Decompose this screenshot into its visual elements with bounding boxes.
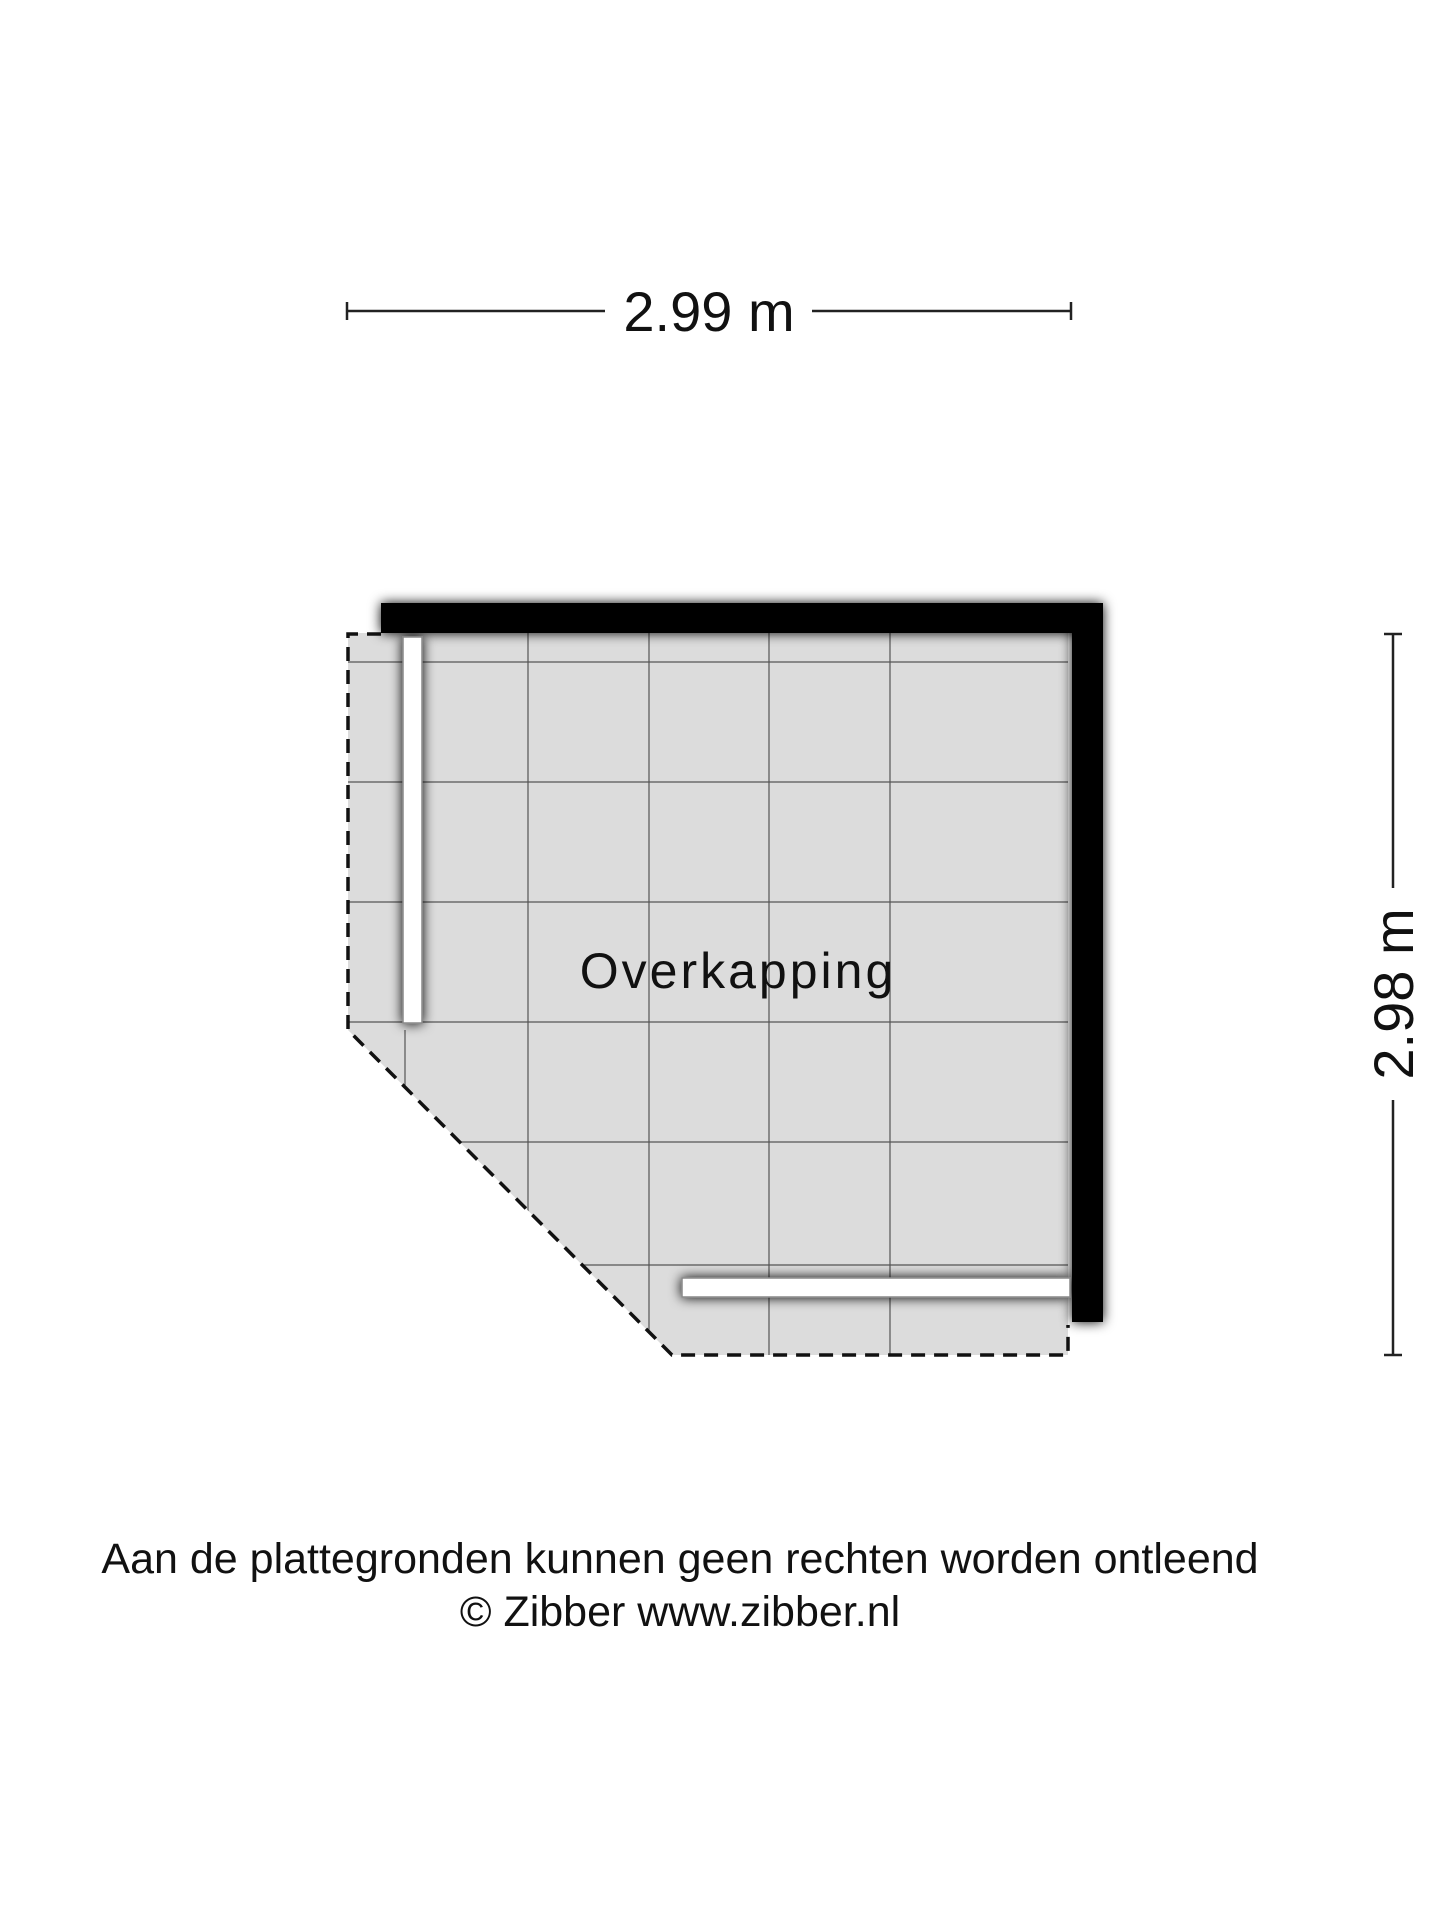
wall-top — [381, 603, 1103, 633]
footer-disclaimer: Aan de plattegronden kunnen geen rechten worden ontleend — [101, 1535, 1259, 1583]
beam-bottom — [682, 1278, 1070, 1297]
height-dimension — [1362, 634, 1425, 1355]
height-dimension-label: 2.98 m — [1362, 908, 1425, 1080]
beam-left — [403, 637, 422, 1023]
footer-copyright: © Zibber www.zibber.nl — [459, 1588, 901, 1636]
room-label: Overkapping — [579, 943, 897, 999]
width-dimension — [347, 280, 1071, 343]
wall-right — [1072, 603, 1103, 1322]
width-dimension-label: 2.99 m — [623, 280, 795, 343]
